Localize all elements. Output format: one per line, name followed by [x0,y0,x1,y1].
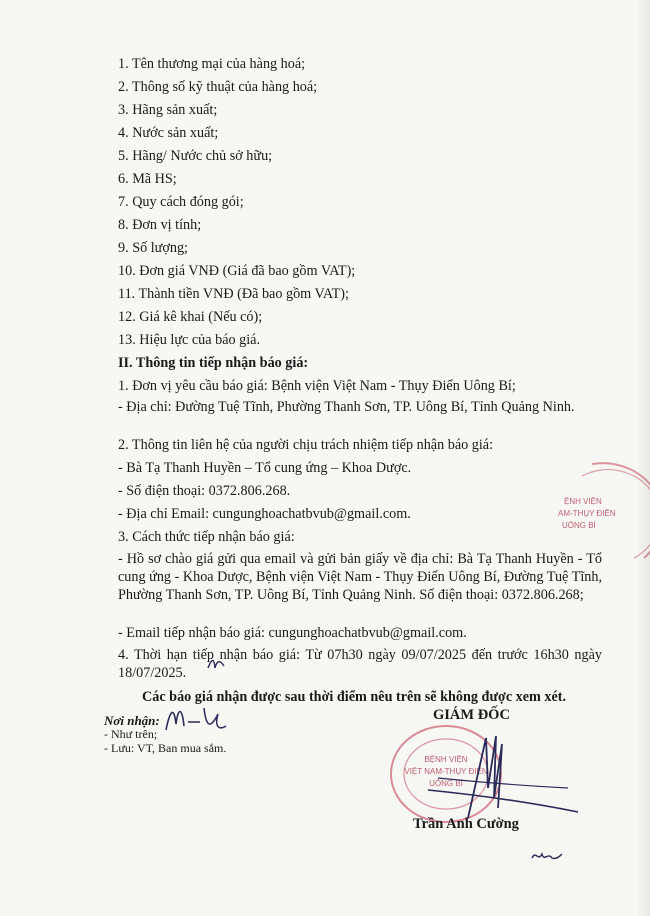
contact-person: - Bà Tạ Thanh Huyền – Tổ cung ứng – Khoa Dược. [118,460,412,476]
stamp-line: VIỆT NAM-THỤY ĐIỂN [404,767,488,776]
method-text: - Hồ sơ chào giá gửi qua email và gửi bản giấy về địa chỉ: Bà Tạ Thanh Huyền - Tổ cung ứng - Khoa Dược, Bệnh viện Việt Nam - Thụy Điển Uông Bí, Đường Tuệ Tĩnh, Phường Thanh Sơn, TP. Uông Bí, Tỉnh Quảng Ninh. Số điện thoại: 0372.806.268; [118,551,602,604]
page-initial-mark [530,848,564,866]
email-address: - Địa chỉ Email: cungunghoachatbvub@gmail.com. [118,506,411,522]
list-item: 1. Tên thương mại của hàng hoá; [118,56,306,72]
director-signature [408,728,588,828]
phone-number: - Số điện thoại: 0372.806.268. [118,483,291,499]
list-item: 6. Mã HS; [118,171,177,187]
list-item: 4. Nước sản xuất; [118,125,219,141]
list-item: 3. Hãng sản xuất; [118,102,218,118]
contact-title: 2. Thông tin liên hệ của người chịu trách nhiệm tiếp nhận báo giá: [118,437,494,453]
address-text: - Địa chỉ: Đường Tuệ Tĩnh, Phường Thanh Sơn, TP. Uông Bí, Tỉnh Quảng Ninh. [118,399,575,415]
method-title: 3. Cách thức tiếp nhận báo giá: [118,529,295,545]
list-item: 7. Quy cách đóng gói; [118,194,244,210]
list-item: 12. Giá kê khai (Nếu có); [118,309,263,325]
method-email: - Email tiếp nhận báo giá: cungunghoachatbvub@gmail.com. [118,625,467,641]
list-item: 9. Số lượng; [118,240,188,256]
director-title: GIÁM ĐỐC [433,707,510,723]
list-item: 13. Hiệu lực của báo giá. [118,332,261,348]
list-item: 10. Đơn giá VNĐ (Giá đã bao gồm VAT); [118,263,356,279]
list-item: 11. Thành tiền VNĐ (Đã bao gồm VAT); [118,286,349,302]
list-item: 8. Đơn vị tính; [118,217,202,233]
section-heading: II. Thông tin tiếp nhận báo giá: [118,355,309,371]
stamp-line: UÔNG BÍ [429,779,463,788]
late-notice: Các báo giá nhận được sau thời điểm nêu trên sẽ không được xem xét. [142,689,567,705]
stamp-line: AM-THỤY ĐIỂN [558,509,616,518]
deadline-initial-mark [206,656,228,672]
initials-signature [160,700,230,738]
list-item: 2. Thông số kỹ thuật của hàng hoá; [118,79,318,95]
list-item: 5. Hãng/ Nước chủ sở hữu; [118,148,273,164]
stamp-line: BỆNH VIỆN [424,755,468,764]
stamp-line: UÔNG BÍ [562,521,596,530]
deadline-text: 4. Thời hạn tiếp nhận báo giá: Từ 07h30 ngày 09/07/2025 đến trước 16h30 ngày 18/07/2025. [118,647,602,682]
stamp-line: ỆNH VIỆN [564,497,602,506]
page-edge-shadow [636,0,650,916]
director-name: Trần Anh Cường [413,816,519,832]
requesting-unit: 1. Đơn vị yêu cầu báo giá: Bệnh viện Việt Nam - Thụy Điển Uông Bí; [118,378,516,394]
recipient-item: - Lưu: VT, Ban mua sắm. [104,741,227,755]
recipients-label: Nơi nhận: [104,713,160,728]
recipient-item: - Như trên; [104,727,158,741]
